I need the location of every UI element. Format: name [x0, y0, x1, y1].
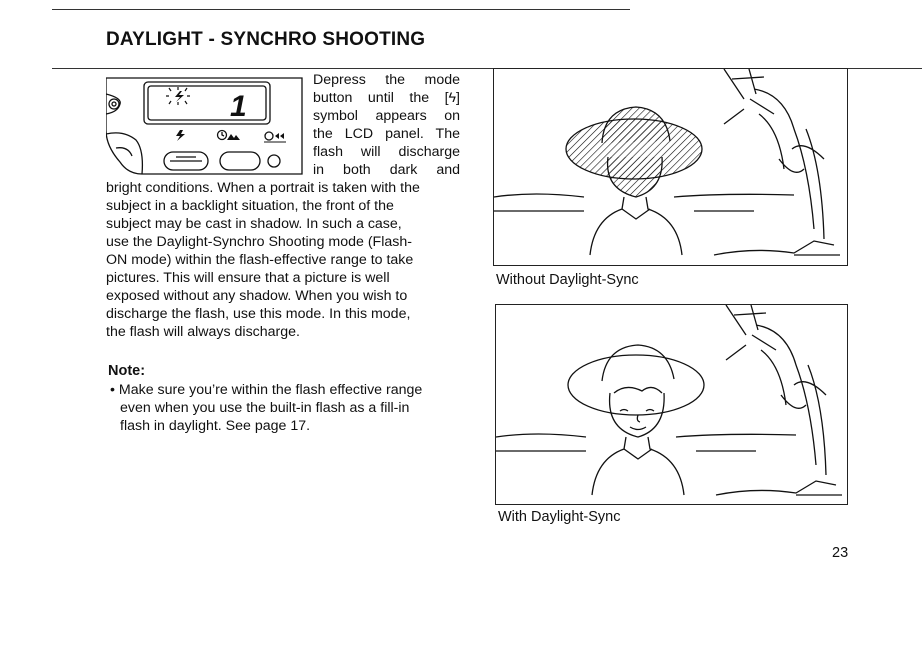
note-line: Make sure you’re within the flash effective range — [118, 382, 423, 398]
paragraph-line: discharge the flash, use this mode. In this mode, — [106, 306, 411, 322]
main-paragraph — [106, 179, 461, 341]
paragraph-line: ON mode) within the flash-effective range to take — [106, 252, 414, 268]
paragraph-line: pictures. This will ensure that a picture is well — [106, 270, 390, 286]
intro-text — [313, 71, 460, 179]
photo-with-daylight-sync — [495, 304, 848, 505]
intro-line: symbol appears on — [313, 108, 460, 124]
paragraph-line: use the Daylight-Synchro Shooting mode (Flash- — [106, 234, 412, 250]
intro-line: in both dark and — [313, 162, 460, 178]
top-rule — [52, 9, 630, 10]
portrait-illustration-shadowed — [494, 69, 847, 265]
body-text — [106, 71, 461, 341]
note-bullet: • — [110, 382, 115, 398]
note-heading: Note: — [108, 363, 146, 379]
page-number: 23 — [832, 545, 849, 561]
lcd-frame-counter: 1 — [230, 90, 247, 123]
intro-line: button until the [ϟ] — [313, 90, 460, 106]
caption-with-daylight-sync: With Daylight-Sync — [498, 509, 621, 525]
note-line: even when you use the built-in flash as a fill-in — [120, 400, 410, 416]
photo-without-daylight-sync — [493, 68, 848, 266]
caption-without-daylight-sync: Without Daylight-Sync — [496, 272, 639, 288]
paragraph-line: exposed without any shadow. When you wish to — [106, 288, 408, 304]
paragraph-line: the flash will always discharge. — [106, 324, 300, 340]
page-title: DAYLIGHT - SYNCHRO SHOOTING — [106, 29, 426, 50]
intro-line: Depress the mode — [313, 72, 460, 88]
note-item — [108, 381, 468, 435]
intro-line: flash will discharge — [313, 144, 460, 160]
paragraph-line: bright conditions. When a portrait is taken with the — [106, 180, 420, 196]
portrait-illustration-lit — [496, 305, 847, 504]
paragraph-line: subject may be cast in shadow. In such a case, — [106, 216, 402, 232]
paragraph-line: subject in a backlight situation, the front of the — [106, 198, 394, 214]
note-line: flash in daylight. See page 17. — [120, 418, 311, 434]
intro-line: the LCD panel. The — [313, 126, 460, 142]
note-section — [108, 362, 468, 435]
